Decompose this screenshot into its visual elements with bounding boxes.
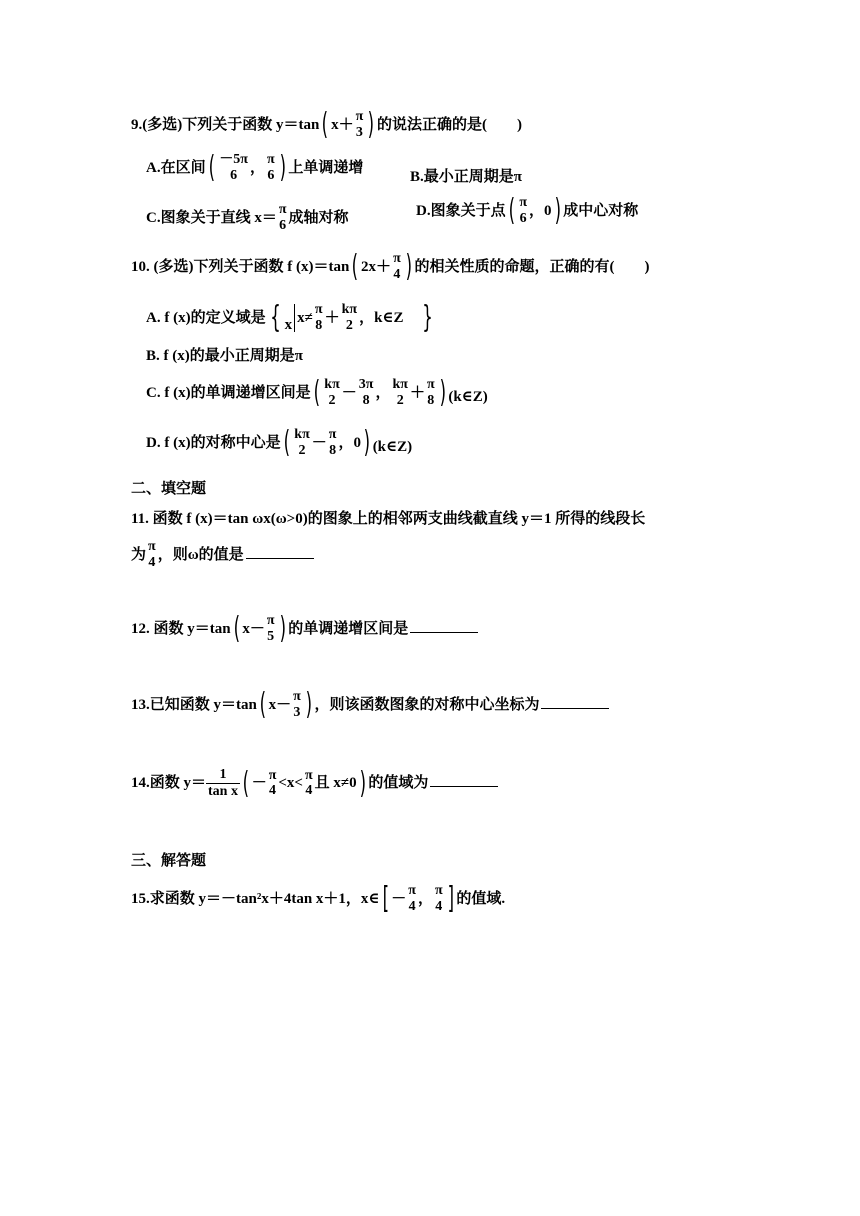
q11-line1 <box>131 512 645 527</box>
right-paren: ) <box>405 249 412 285</box>
numerator: π <box>434 883 443 898</box>
q10-option-b <box>146 349 303 364</box>
q9-stem <box>131 107 522 143</box>
numerator: kπ <box>324 377 340 392</box>
q13 <box>131 687 609 723</box>
numerator: π <box>426 377 435 392</box>
section-title: 三、解答题 <box>131 853 207 869</box>
option-a-label: A.在区间 <box>146 159 206 176</box>
denominator: 8 <box>329 442 337 458</box>
q9-stem-a: 9.(多选)下列关于函数 y＝tan <box>131 116 320 133</box>
q9-option-c <box>146 203 349 233</box>
numerator: π <box>355 109 364 124</box>
coordinate: ，0 <box>338 434 361 451</box>
frac <box>314 303 324 333</box>
frac <box>207 768 239 799</box>
frac <box>268 769 278 799</box>
denominator: 6 <box>519 210 527 226</box>
right-paren: ) <box>359 765 366 801</box>
section-title: 二、填空题 <box>131 481 207 497</box>
option-d-label: D.图象关于点 <box>416 202 506 219</box>
answer-blank[interactable] <box>246 557 314 559</box>
q10-option-a <box>146 300 437 336</box>
q10-option-d <box>146 425 413 461</box>
left-paren: ( <box>283 425 290 461</box>
left-bracket: [ <box>382 881 389 917</box>
denominator: 4 <box>269 783 277 799</box>
numerator: π <box>148 539 156 554</box>
frac <box>328 428 338 458</box>
denominator: 4 <box>393 266 401 282</box>
q9-arg: x＋ <box>331 116 354 133</box>
q9-option-a <box>146 150 364 186</box>
separator: ， <box>417 890 433 907</box>
q11-pre: 为 <box>131 546 147 563</box>
section-fill-in-heading <box>131 482 206 497</box>
option-b-text: B.最小正周期是π <box>410 169 522 186</box>
denominator: 4 <box>408 898 416 914</box>
numerator: 3π <box>358 377 374 392</box>
set-variable: x <box>284 316 293 333</box>
denominator: 3 <box>355 124 363 140</box>
option-a-text: 上单调递增 <box>288 159 364 176</box>
numerator: π <box>519 195 527 210</box>
q10-stem-b: 的相关性质的命题，正确的有( ) <box>414 258 650 275</box>
option-a-label: A. f (x)的定义域是 <box>146 309 266 326</box>
frac <box>266 153 276 183</box>
set-bar <box>294 304 295 332</box>
q14 <box>131 765 498 801</box>
frac <box>304 769 314 799</box>
section-solution-heading <box>131 854 206 869</box>
q15-pre: 15.求函数 y＝－tan²x＋4tan x＋1，x∈ <box>131 890 380 907</box>
plus: ＋ <box>409 384 425 401</box>
frac <box>391 378 408 408</box>
q10-arg: 2x＋ <box>361 258 392 275</box>
q12-pre: 12. 函数 y＝tan <box>131 620 231 637</box>
denominator: 4 <box>435 898 443 914</box>
numerator: 1 <box>206 768 240 784</box>
q13-pre: 13.已知函数 y＝tan <box>131 696 257 713</box>
frac <box>358 378 375 408</box>
set-condition: x≠ <box>297 309 313 326</box>
q9-option-d <box>416 193 639 229</box>
left-brace: { <box>269 300 281 336</box>
numerator: π <box>328 427 337 442</box>
option-c-label: C. f (x)的单调递增区间是 <box>146 384 311 401</box>
right-brace: } <box>421 300 433 336</box>
left-paren: ( <box>321 107 329 143</box>
q13-post: ，则该函数图象的对称中心坐标为 <box>314 696 540 713</box>
denominator: 8 <box>315 317 323 333</box>
q11-line2 <box>131 540 314 570</box>
frac <box>292 690 302 720</box>
left-paren: ( <box>508 193 515 229</box>
q10-stem-a: 10. (多选)下列关于函数 f (x)＝tan <box>131 258 350 275</box>
q12-post: 的单调递增区间是 <box>288 620 409 637</box>
minus: － <box>391 890 407 907</box>
q10-stem <box>131 249 650 285</box>
left-paren: ( <box>313 375 320 411</box>
numerator: π <box>268 767 277 783</box>
right-paren: ) <box>439 375 446 411</box>
right-paren: ) <box>279 611 286 647</box>
q13-arg: x－ <box>268 696 292 713</box>
left-paren: ( <box>259 687 266 723</box>
denominator: 8 <box>427 392 435 408</box>
frac <box>147 540 157 570</box>
numerator: π <box>314 302 323 317</box>
q12 <box>131 611 478 647</box>
separator: ， <box>249 159 265 176</box>
q10-option-c <box>146 375 488 411</box>
denominator: 4 <box>148 554 156 570</box>
numerator: kπ <box>392 377 408 392</box>
frac <box>518 196 528 226</box>
denominator: 6 <box>279 217 287 233</box>
q15-post: 的值域. <box>456 890 506 907</box>
frac <box>392 252 402 282</box>
option-d-tail: (k∈Z) <box>372 438 413 455</box>
denominator: 5 <box>267 628 275 644</box>
right-bracket: ] <box>447 881 454 917</box>
frac <box>426 378 436 408</box>
option-c-tail: (k∈Z) <box>448 388 488 405</box>
right-paren: ) <box>554 193 561 229</box>
q11-post: ，则ω的值是 <box>157 546 244 563</box>
q9-frac <box>355 110 365 140</box>
q14-post: 的值域为 <box>368 775 429 792</box>
numerator: π <box>278 202 287 217</box>
frac <box>323 378 340 408</box>
option-d-label: D. f (x)的对称中心是 <box>146 434 281 451</box>
answer-blank[interactable] <box>541 707 609 709</box>
denominator: 4 <box>305 783 313 799</box>
denominator: 6 <box>267 167 275 183</box>
answer-blank[interactable] <box>410 631 478 633</box>
q11-text: 11. 函数 f (x)＝tan ωx(ω>0)的图象上的相邻两支曲线截直线 y＝1 所得的线段长 <box>131 511 646 527</box>
left-paren: ( <box>208 150 215 186</box>
numerator: π <box>393 251 401 266</box>
condition: 且 x≠0 <box>314 775 357 792</box>
numerator: π <box>304 767 313 783</box>
q15 <box>131 881 506 917</box>
frac <box>266 614 276 644</box>
frac <box>218 153 249 183</box>
q12-arg: x－ <box>242 620 265 637</box>
denominator: 2 <box>396 392 404 408</box>
answer-blank[interactable] <box>430 785 498 787</box>
q9-option-b <box>410 170 522 185</box>
minus: － <box>341 384 357 401</box>
right-paren: ) <box>363 425 371 461</box>
numerator: π <box>293 689 301 704</box>
frac <box>407 884 417 914</box>
frac <box>278 203 288 233</box>
plus: ＋ <box>324 309 340 326</box>
option-c-label: C.图象关于直线 x＝ <box>146 209 277 226</box>
numerator: －5π <box>219 152 248 167</box>
denominator: 2 <box>328 392 336 408</box>
denominator: 2 <box>298 442 306 458</box>
right-paren: ) <box>367 107 375 143</box>
numerator: kπ <box>341 302 358 317</box>
minus: － <box>311 434 327 451</box>
numerator: π <box>267 152 275 167</box>
numerator: π <box>266 613 275 628</box>
left-paren: ( <box>242 765 250 801</box>
left-paren: ( <box>233 611 240 647</box>
frac <box>341 303 358 333</box>
minus: － <box>251 775 267 792</box>
denominator: 2 <box>345 317 353 333</box>
denominator: 3 <box>293 704 301 720</box>
denominator: 8 <box>362 392 370 408</box>
numerator: π <box>408 883 416 898</box>
right-paren: ) <box>305 687 312 723</box>
q9-stem-b: 的说法正确的是( ) <box>376 116 522 133</box>
left-paren: ( <box>351 249 359 285</box>
q14-pre: 14.函数 y＝ <box>131 775 207 792</box>
denominator: tan x <box>208 783 238 799</box>
set-tail: ，k∈Z <box>359 309 404 326</box>
option-c-text: 成轴对称 <box>288 209 349 226</box>
frac <box>293 428 310 458</box>
coordinate: ，0 <box>528 202 552 219</box>
option-d-text: 成中心对称 <box>563 202 639 219</box>
option-b-text: B. f (x)的最小正周期是π <box>146 348 303 365</box>
numerator: kπ <box>294 427 310 442</box>
separator: ， <box>375 384 391 401</box>
inequality: <x< <box>278 775 303 792</box>
frac <box>434 884 444 914</box>
right-paren: ) <box>279 150 286 186</box>
denominator: 6 <box>230 167 238 183</box>
